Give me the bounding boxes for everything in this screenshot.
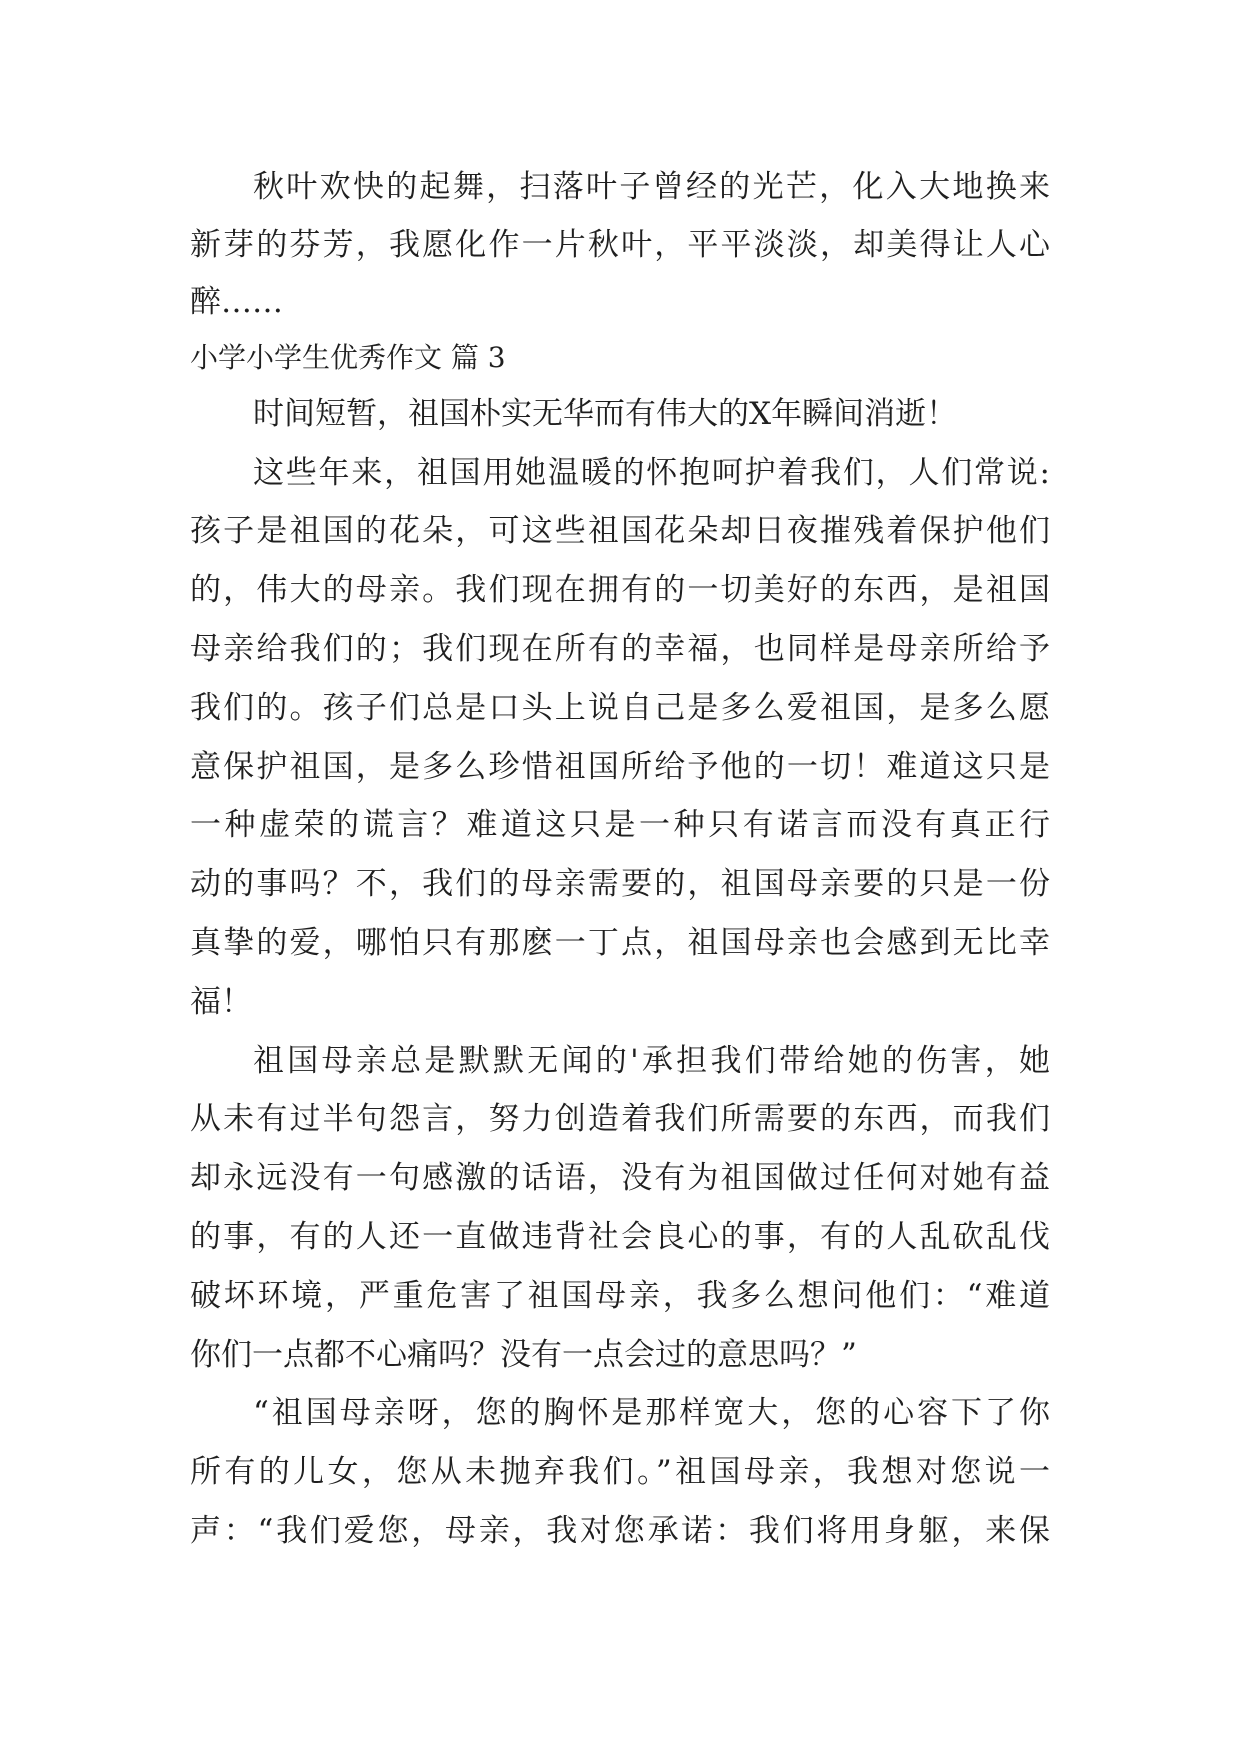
paragraph-line: “祖国母亲呀，您的胸怀是那样宽大，您的心容下了你 <box>253 1395 1050 1432</box>
paragraph-line: 时间短暂，祖国朴实无华而有伟大的X年瞬间消逝！ <box>253 395 958 432</box>
paragraph-line: 你们一点都不心痛吗？没有一点会过的意思吗？” <box>190 1336 857 1373</box>
paragraph-motherland-children <box>190 444 1050 1032</box>
paragraph-line: 孩子是祖国的花朵，可这些祖国花朵却日夜摧残着保护他们 <box>190 513 1050 550</box>
paragraph-line: 声：“我们爱您，母亲，我对您承诺：我们将用身躯，来保 <box>190 1512 1050 1549</box>
paragraph-line: 的，伟大的母亲。我们现在拥有的一切美好的东西，是祖国 <box>190 572 1050 609</box>
paragraph-line: 所有的儿女，您从未抛弃我们。”祖国母亲，我想对您说一 <box>190 1454 1050 1491</box>
paragraph-line: 我们的。孩子们总是口头上说自己是多么爱祖国，是多么愿 <box>190 689 1050 726</box>
paragraph-silent-mother <box>190 1032 1050 1385</box>
paragraph-line: 的事，有的人还一直做违背社会良心的事，有的人乱砍乱伐 <box>190 1218 1050 1255</box>
paragraph-line: 醉…… <box>190 283 283 320</box>
paragraph-line: 福！ <box>190 983 252 1020</box>
paragraph-line: 祖国母亲总是默默无闻的'承担我们带给她的伤害，她 <box>253 1042 1050 1079</box>
paragraph-line: 却永远没有一句感激的话语，没有为祖国做过任何对她有益 <box>190 1160 1050 1197</box>
paragraph-line: 从未有过半句怨言，努力创造着我们所需要的东西，而我们 <box>190 1101 1050 1138</box>
paragraph-line: 真挚的爱，哪怕只有那麽一丁点，祖国母亲也会感到无比幸 <box>190 924 1050 961</box>
paragraph-line: 意保护祖国，是多么珍惜祖国所给予他的一切！难道这只是 <box>190 748 1050 785</box>
paragraph-line: 新芽的芬芳，我愿化作一片秋叶，平平淡淡，却美得让人心 <box>190 227 1050 263</box>
paragraph-line: 这些年来，祖国用她温暖的怀抱呵护着我们，人们常说: <box>253 454 1050 491</box>
paragraph-promise <box>190 1384 1050 1560</box>
paragraph-intro <box>190 385 1050 444</box>
paragraph-line: 母亲给我们的；我们现在所有的幸福，也同样是母亲所给予 <box>190 630 1050 667</box>
paragraph-line: 一种虚荣的谎言？难道这只是一种只有诺言而没有真正行 <box>190 807 1050 844</box>
paragraph-line: 秋叶欢快的起舞，扫落叶子曾经的光芒，化入大地换来 <box>253 169 1050 205</box>
document-body <box>190 158 1050 1561</box>
paragraph-line: 破坏环境，严重危害了祖国母亲，我多么想问他们：“难道 <box>190 1277 1050 1314</box>
paragraph-line: 动的事吗？不，我们的母亲需要的，祖国母亲要的只是一份 <box>190 866 1050 903</box>
paragraph-autumn-leaf <box>190 158 1050 330</box>
section-heading: 小学小学生优秀作文 篇 3 <box>190 340 506 374</box>
